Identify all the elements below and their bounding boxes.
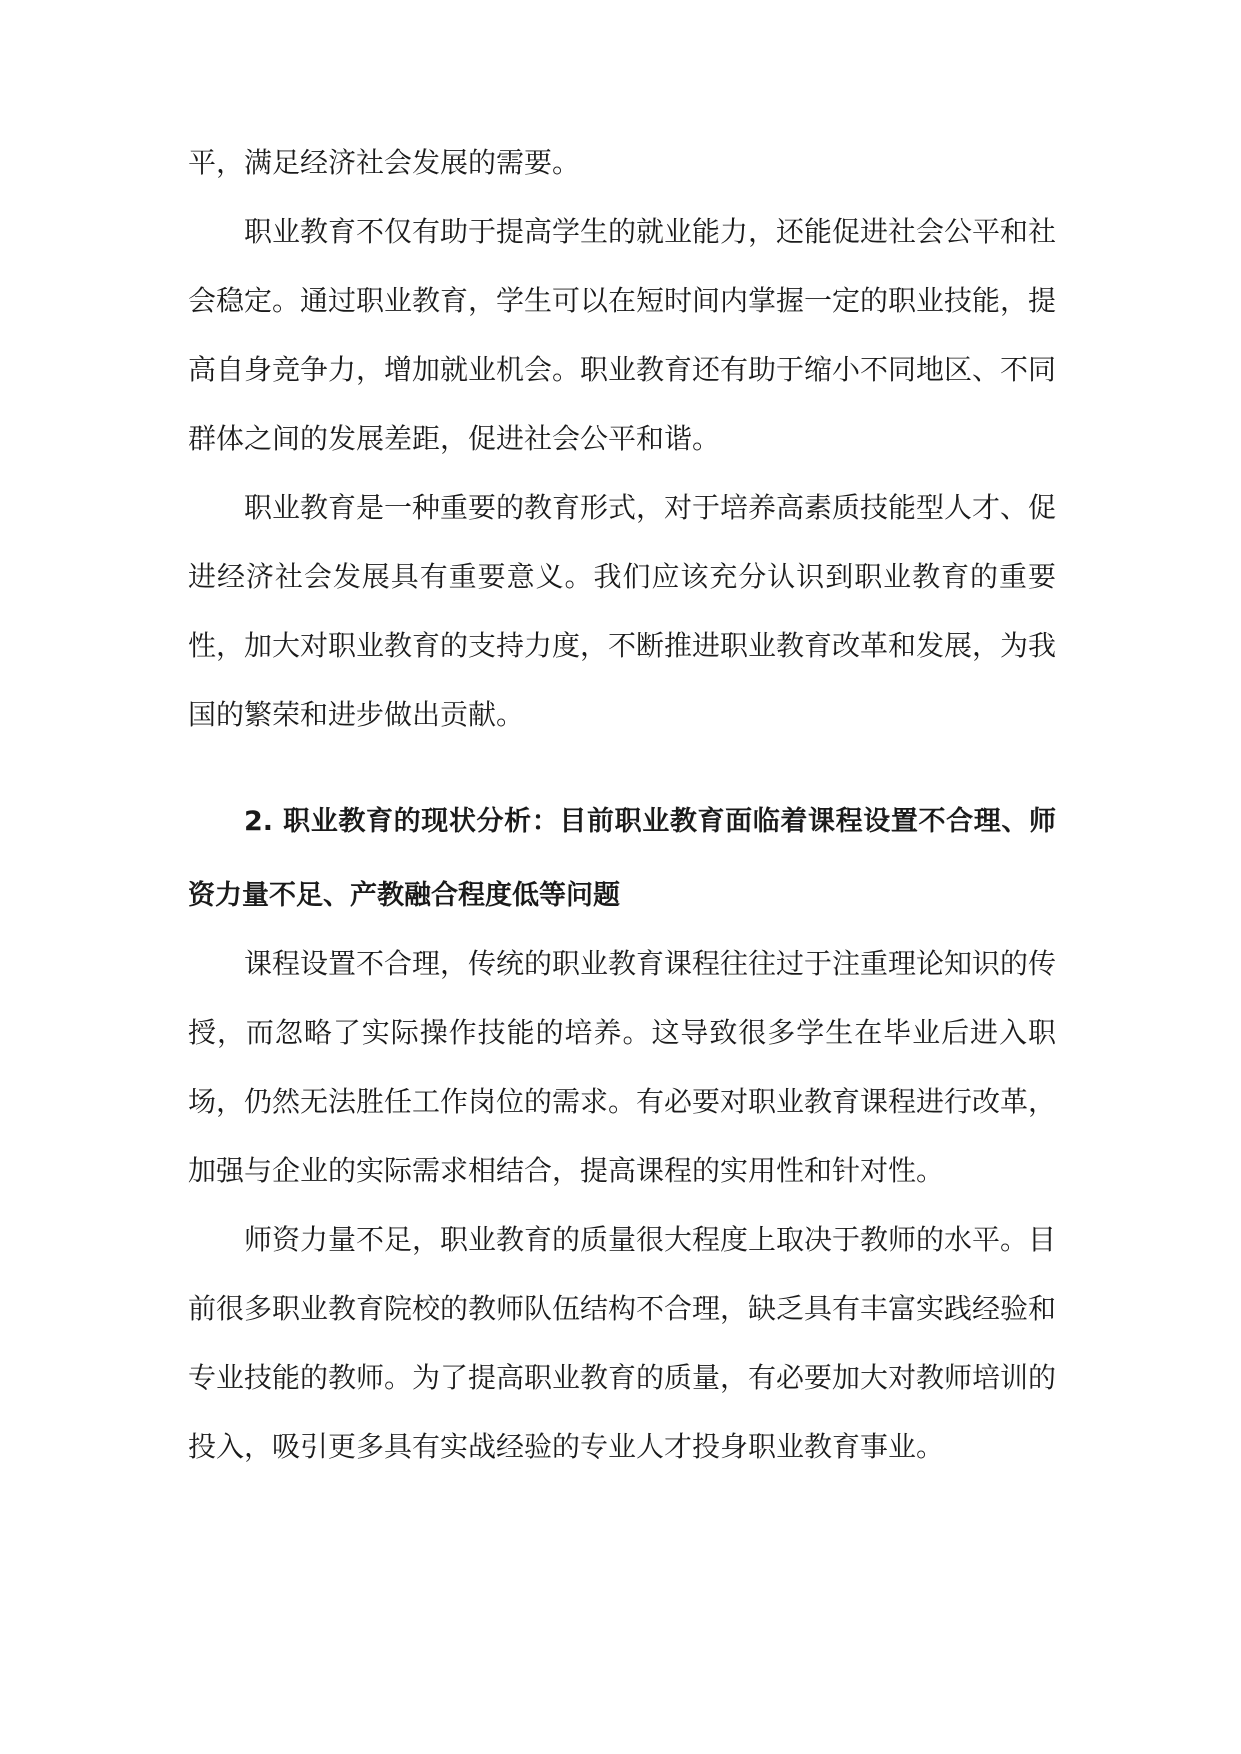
- paragraph-importance: 职业教育是一种重要的教育形式，对于培养高素质技能型人才、促进经济社会发展具有重要意义。我们应该充分认识到职业教育的重要性，加大对职业教育的支持力度，不断推进职业教育改革和发展，为我国的繁荣和进步做出贡献。: [188, 491, 1057, 731]
- section-heading: 2. 职业教育的现状分析：目前职业教育面临着课程设置不合理、师资力量不足、产教融合程度低等问题: [188, 806, 1056, 911]
- paragraph-employment: 职业教育不仅有助于提高学生的就业能力，还能促进社会公平和社会稳定。通过职业教育，学生可以在短时间内掌握一定的职业技能，提高自身竞争力，增加就业机会。职业教育还有助于缩小不同地区、不同群体之间的发展差距，促进社会公平和谐。: [188, 215, 1057, 455]
- paragraph-continuation: 平，满足经济社会发展的需要。: [188, 146, 581, 179]
- paragraph-teachers: 师资力量不足，职业教育的质量很大程度上取决于教师的水平。目前很多职业教育院校的教师队伍结构不合理，缺乏具有丰富实践经验和专业技能的教师。为了提高职业教育的质量，有必要加大对教师培训的投入，吸引更多具有实战经验的专业人才投身职业教育事业。: [188, 1223, 1057, 1463]
- document-page: [188, 128, 1056, 1481]
- paragraph-curriculum: 课程设置不合理，传统的职业教育课程往往过于注重理论知识的传授，而忽略了实际操作技能的培养。这导致很多学生在毕业后进入职场，仍然无法胜任工作岗位的需求。有必要对职业教育课程进行改革，加强与企业的实际需求相结合，提高课程的实用性和针对性。: [188, 947, 1057, 1187]
